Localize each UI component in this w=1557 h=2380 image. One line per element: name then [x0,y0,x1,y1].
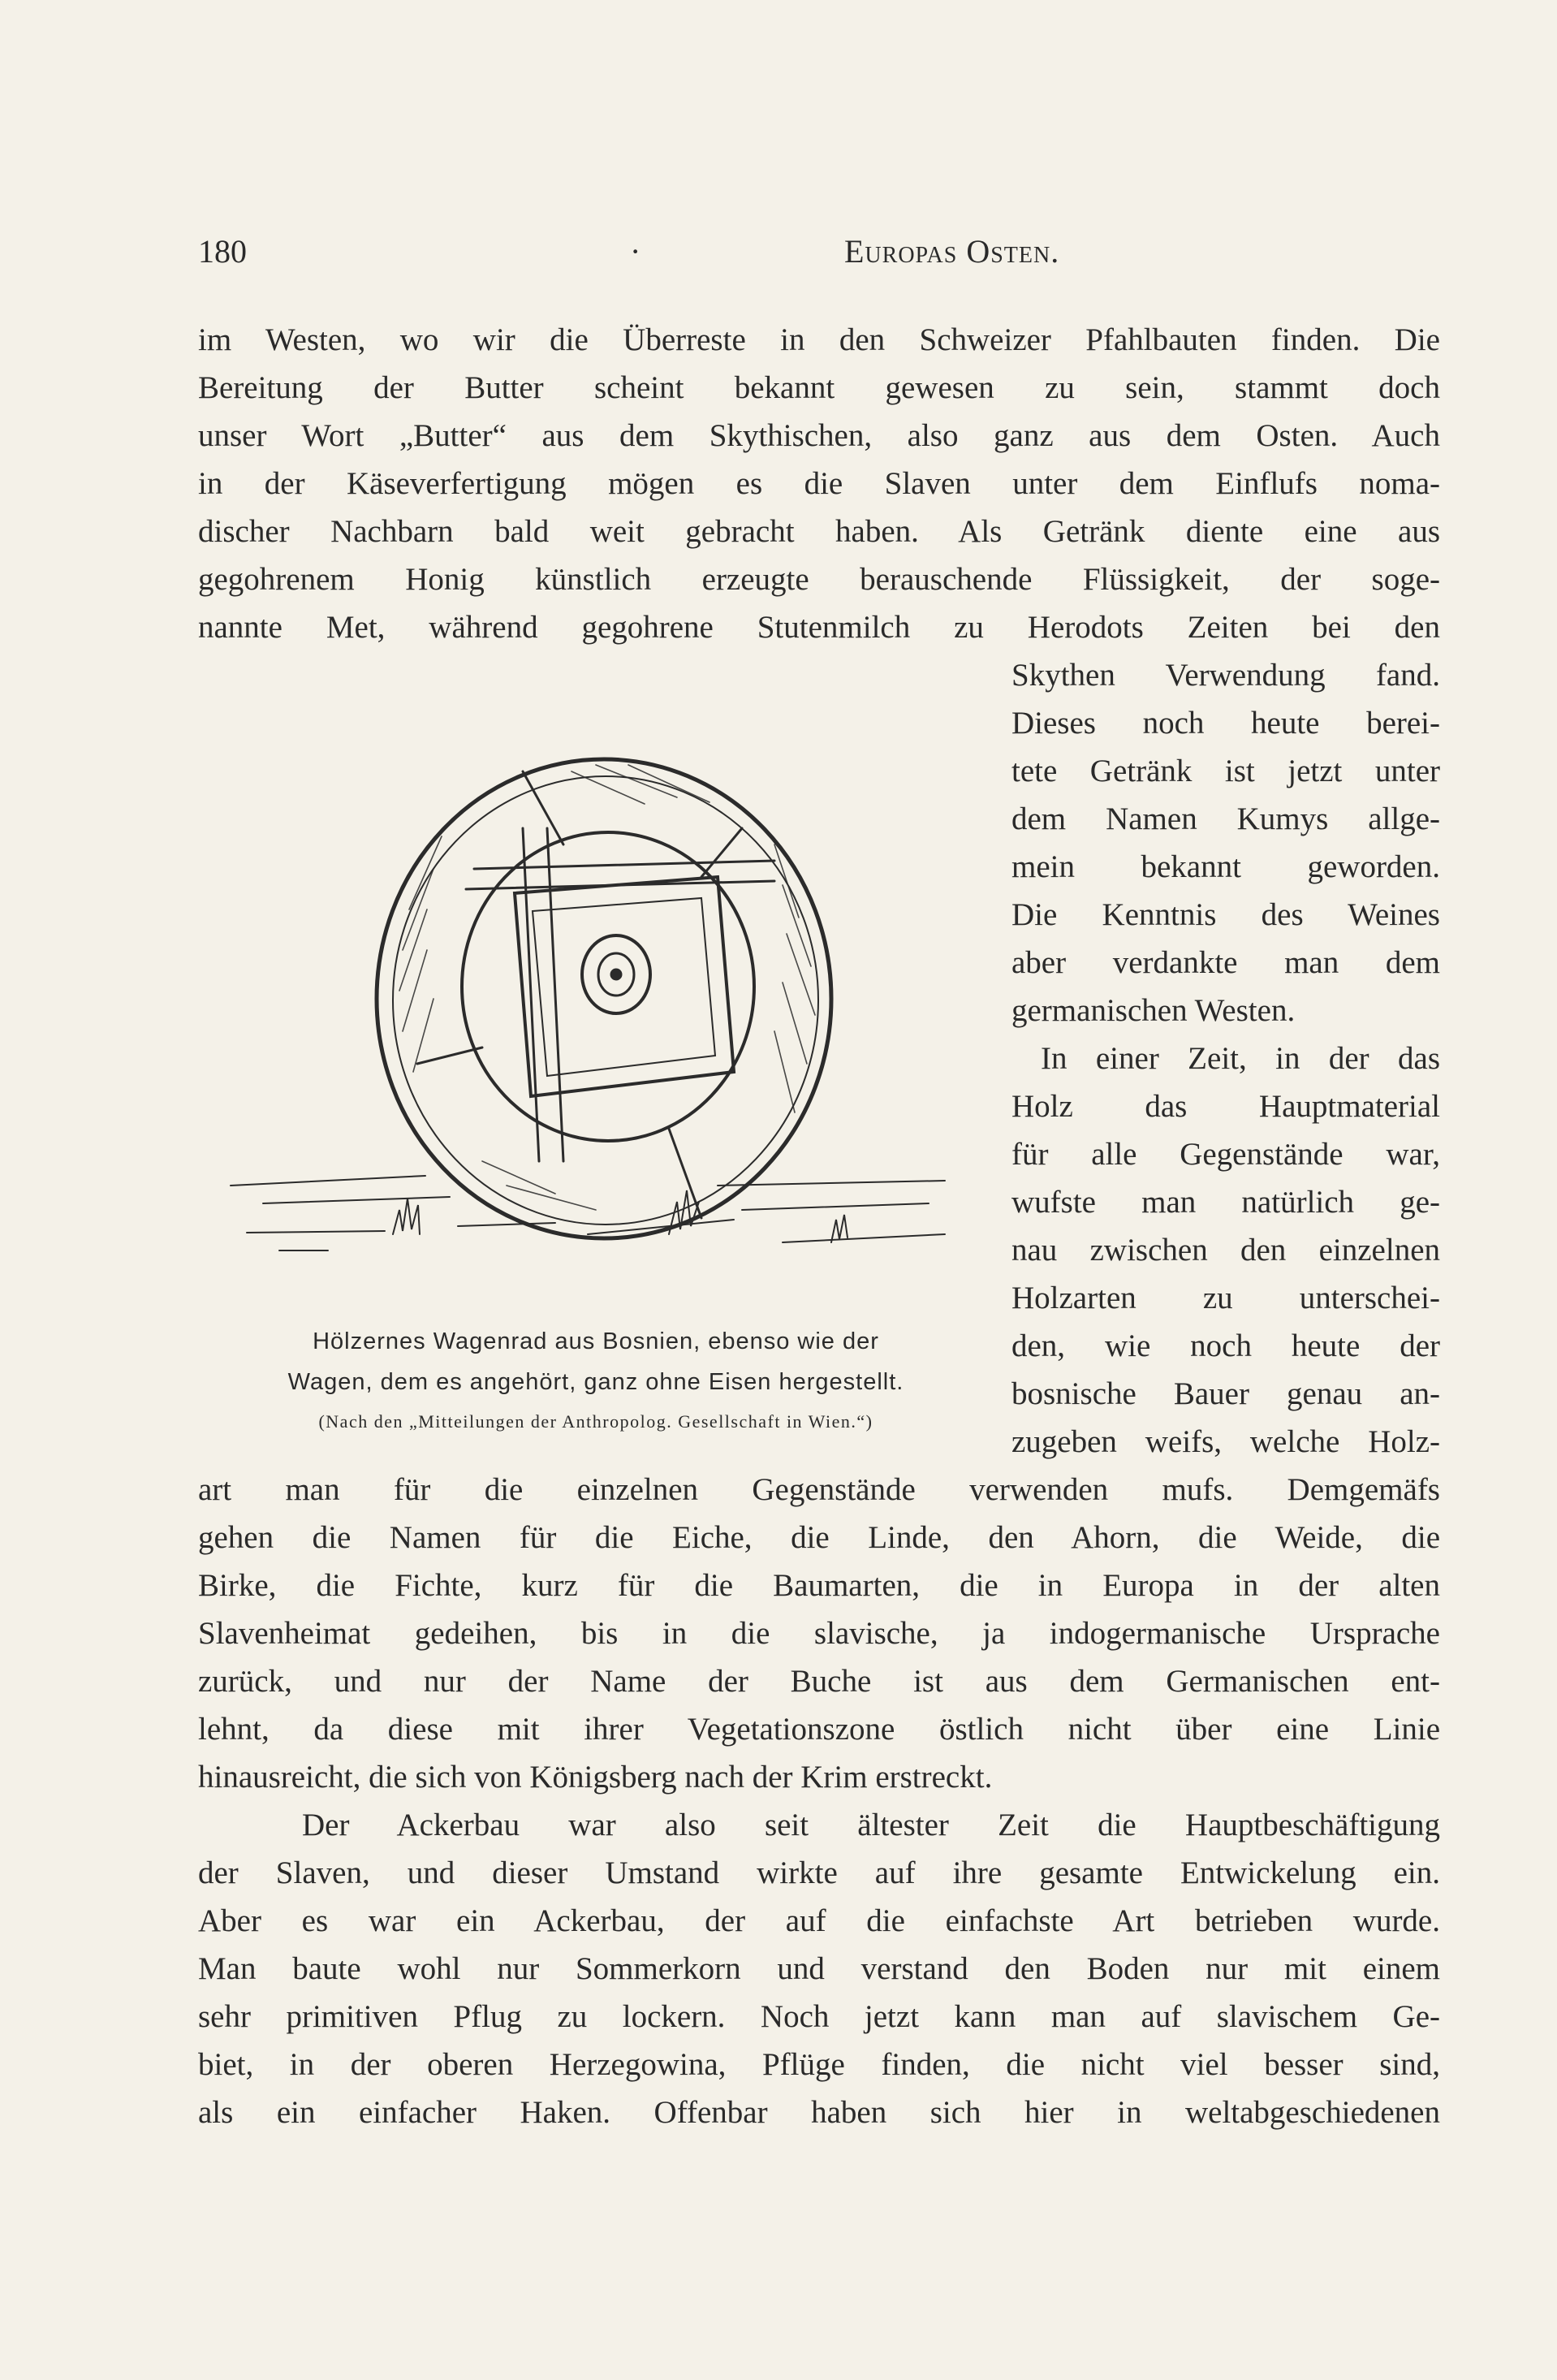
text-line: mein bekannt geworden. [1011,849,1440,884]
text-line: lehnt, da diese mit ihrer Vegetationszone östlich nicht über eine Linie [198,1712,1440,1747]
text-line: hinausreicht, die sich von Königsberg nach der Krim erstreckt. [198,1760,993,1795]
text-line: für alle Gegenstände war, [1011,1137,1440,1172]
text-line: unser Wort „Butter“ aus dem Skythischen, also ganz aus dem Osten. Auch [198,418,1440,453]
text-line: Man baute wohl nur Sommerkorn und verstand den Boden nur mit einem [198,1951,1440,1986]
text-line: in der Käseverfertigung mögen es die Slaven unter dem Einflufs noma- [198,466,1440,501]
text-line: Holzarten zu unterschei- [1011,1281,1440,1315]
text-line: Aber es war ein Ackerbau, der auf die einfachste Art betrieben wurde. [198,1903,1440,1938]
text-line: zugeben weifs, welche Holz- [1011,1424,1440,1459]
text-line: discher Nachbarn bald weit gebracht haben. Als Getränk diente eine aus [198,514,1440,549]
figure-source-note: (Nach den „Mitteilungen der Anthropolog. Gesellschaft in Wien.“) [318,1411,873,1432]
text-line: tete Getränk ist jetzt unter [1011,754,1440,788]
text-line: Der Ackerbau war also seit ältester Zeit die Hauptbeschäftigung [302,1808,1440,1842]
text-line: Skythen Verwendung fand. [1011,658,1440,693]
text-line: art man für die einzelnen Gegenstände verwenden mufs. Demgemäfs [198,1472,1440,1507]
wagon-wheel-illustration [214,706,977,1307]
text-line: Dieses noch heute berei- [1011,706,1440,741]
text-line: germanischen Westen. [1011,993,1296,1028]
text-line: Bereitung der Butter scheint bekannt gewesen zu sein, stammt doch [198,370,1440,405]
text-line: bosnische Bauer genau an- [1011,1376,1440,1411]
text-line: gehen die Namen für die Eiche, die Linde, den Ahorn, die Weide, die [198,1520,1440,1555]
text-line: nannte Met, während gegohrene Stutenmilch zu Herodots Zeiten bei den [198,610,1440,645]
text-line: der Slaven, und dieser Umstand wirkte auf ihre gesamte Entwickelung ein. [198,1855,1440,1890]
page-number: 180 [198,233,247,270]
header-separator: · [630,233,641,270]
text-line: den, wie noch heute der [1011,1328,1440,1363]
text-line: aber verdankte man dem [1011,945,1440,980]
text-line: In einer Zeit, in der das [1041,1041,1440,1076]
text-line: Slavenheimat gedeihen, bis in die slavische, ja indogermanische Ursprache [198,1616,1440,1651]
text-line: dem Namen Kumys allge- [1011,801,1440,836]
text-line: als ein einfacher Haken. Offenbar haben sich hier in weltabgeschiedenen [198,2095,1440,2130]
figure-caption: Wagen, dem es angehört, ganz ohne Eisen hergestellt. [287,1369,904,1395]
text-line: wufste man natürlich ge- [1011,1185,1440,1220]
running-title: Europas Osten. [844,233,1060,270]
text-line: Birke, die Fichte, kurz für die Baumarten, die in Europa in der alten [198,1568,1440,1603]
text-line: biet, in der oberen Herzegowina, Pflüge finden, die nicht viel besser sind, [198,2047,1440,2082]
text-line: gegohrenem Honig künstlich erzeugte berauschende Flüssigkeit, der soge- [198,562,1440,597]
text-line: im Westen, wo wir die Überreste in den Schweizer Pfahlbauten finden. Die [198,322,1440,357]
text-line: zurück, und nur der Name der Buche ist aus dem Germanischen ent- [198,1664,1440,1699]
text-line: sehr primitiven Pflug zu lockern. Noch jetzt kann man auf slavischem Ge- [198,1999,1440,2034]
text-line: nau zwischen den einzelnen [1011,1233,1440,1268]
page-header [198,232,1440,281]
text-line: Holz das Hauptmaterial [1011,1089,1440,1124]
text-line: Die Kenntnis des Weines [1011,897,1440,932]
figure-caption: Hölzernes Wagenrad aus Bosnien, ebenso wie der [313,1328,879,1354]
